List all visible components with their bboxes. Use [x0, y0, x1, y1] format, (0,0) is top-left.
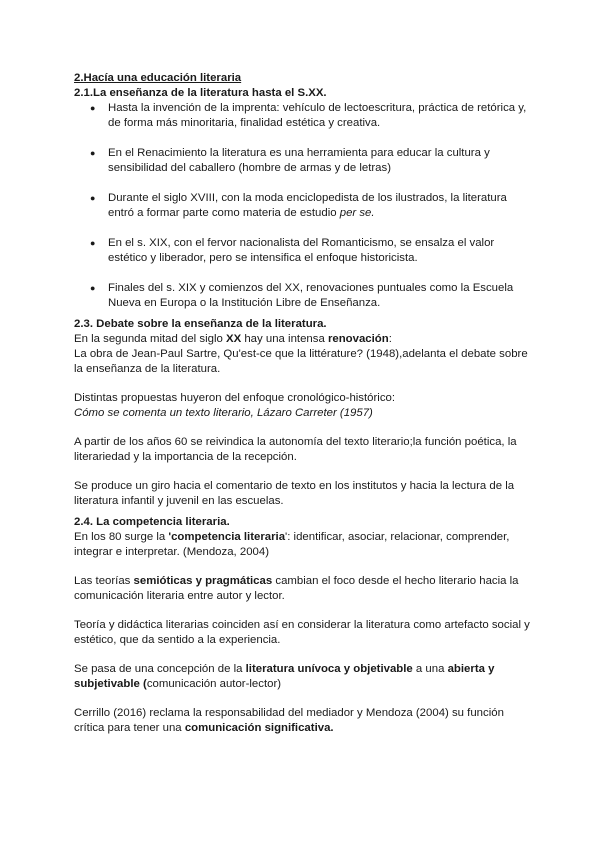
- text-run: Las teorías: [74, 575, 134, 587]
- bold-text: literatura unívoca y objetivable: [245, 663, 413, 675]
- section-title: 2.Hacía una educación literaria: [74, 72, 242, 84]
- text-run: En los 80 surge la: [74, 531, 169, 543]
- bold-text: abierta y subjetivable: [74, 663, 495, 690]
- list-item: [74, 281, 530, 311]
- spacer: [74, 221, 530, 236]
- paragraph: Teoría y didáctica literarias coinciden así en considerar la literatura como artefacto social y estético, que da sentido a la experiencia.: [74, 619, 530, 646]
- list-item: [74, 101, 530, 131]
- text-run: :: [388, 333, 392, 345]
- bullet-icon: ●: [90, 283, 96, 293]
- paragraph: [74, 662, 530, 692]
- spacer: [74, 176, 530, 191]
- heading-2-1: 2.1.La enseñanza de la literatura hasta el S.XX.: [74, 87, 327, 99]
- spacer: [74, 648, 530, 662]
- text-run: Cerrillo (2016) reclama la responsabilidad del mediador y Mendoza (2004) su función crítica para tener una: [74, 707, 504, 734]
- spacer: [74, 604, 530, 618]
- bold-text: semióticas y pragmáticas: [133, 575, 273, 587]
- paragraph: [74, 574, 530, 604]
- heading-2-3: 2.3. Debate sobre la enseñanza de la literatura.: [74, 318, 327, 330]
- document-content: [74, 71, 530, 736]
- bullet-icon: ●: [90, 103, 96, 113]
- bold-text: comunicación significativa.: [184, 722, 334, 734]
- heading-2-4: 2.4. La competencia literaria.: [74, 516, 230, 528]
- paragraph: Distintas propuestas huyeron del enfoque cronológico-histórico:: [74, 392, 396, 404]
- list-item: [74, 191, 530, 221]
- list-item-text: Hasta la invención de la imprenta: vehículo de lectoescritura, práctica de retórica y, de forma más minoritaria, finalidad estética y creativa.: [108, 102, 527, 129]
- text-run: ': identificar, asociar, relacionar, comprender, integrar e interpretar. (Mendoza, 2004): [74, 531, 510, 558]
- spacer: [74, 421, 530, 435]
- text-run: comunicación autor-lector): [146, 678, 282, 690]
- spacer: [74, 692, 530, 706]
- bold-text: (: [139, 678, 147, 690]
- list-item-text: Durante el siglo XVIII, con la moda enciclopedista de los ilustrados, la literatura entró a formar parte como materia de estudio: [108, 192, 507, 219]
- list-item: [74, 146, 530, 176]
- spacer: [74, 560, 530, 574]
- paragraph: Se produce un giro hacia el comentario de texto en los institutos y hacia la lectura de la literatura infantil y juvenil en las escuelas.: [74, 480, 515, 507]
- bullet-icon: ●: [90, 238, 96, 248]
- spacer: [74, 465, 530, 479]
- bold-text: XX: [225, 333, 242, 345]
- paragraph: A partir de los años 60 se reivindica la autonomía del texto literario;la función poética, la literariedad y la importancia de la recepción.: [74, 436, 517, 463]
- paragraph: [74, 530, 530, 560]
- text-run: En la segunda mitad del siglo: [74, 333, 226, 345]
- bullet-list-history: [74, 101, 530, 311]
- bold-text: renovación: [327, 333, 389, 345]
- paragraph: [74, 706, 530, 736]
- text-run: hay una intensa: [241, 333, 328, 345]
- spacer: [74, 266, 530, 281]
- spacer: [74, 377, 530, 391]
- italic-text: Cómo se comenta un texto literario, Lázaro Carreter (1957): [74, 407, 373, 419]
- text-run: cambian el foco desde el hecho literario hacia la comunicación literaria entre autor y lector.: [74, 575, 519, 602]
- bullet-icon: ●: [90, 148, 96, 158]
- list-item: [74, 236, 530, 266]
- text-run: Se pasa de una concepción de la: [74, 663, 246, 675]
- list-item-text: Finales del s. XIX y comienzos del XX, renovaciones puntuales como la Escuela Nueva en Europa o la Institución Libre de Enseñanza.: [108, 282, 514, 309]
- paragraph-italic: [74, 406, 530, 421]
- paragraph: La obra de Jean-Paul Sartre, Qu'est-ce que la littérature? (1948),adelanta el debate sobre la enseñanza de la literatura.: [74, 348, 528, 375]
- list-item-text: En el s. XIX, con el fervor nacionalista del Romanticismo, se ensalza el valor estético y liberador, pero se intensifica el enfoque historicista.: [108, 237, 495, 264]
- paragraph: [74, 332, 530, 347]
- list-item-text: En el Renacimiento la literatura es una herramienta para educar la cultura y sensibilidad del caballero (hombre de armas y de letras): [108, 147, 490, 174]
- bold-text: 'competencia literaria: [168, 531, 286, 543]
- list-item-italic: per se.: [339, 207, 375, 219]
- spacer: [74, 131, 530, 146]
- text-run: a una: [412, 663, 448, 675]
- bullet-icon: ●: [90, 193, 96, 203]
